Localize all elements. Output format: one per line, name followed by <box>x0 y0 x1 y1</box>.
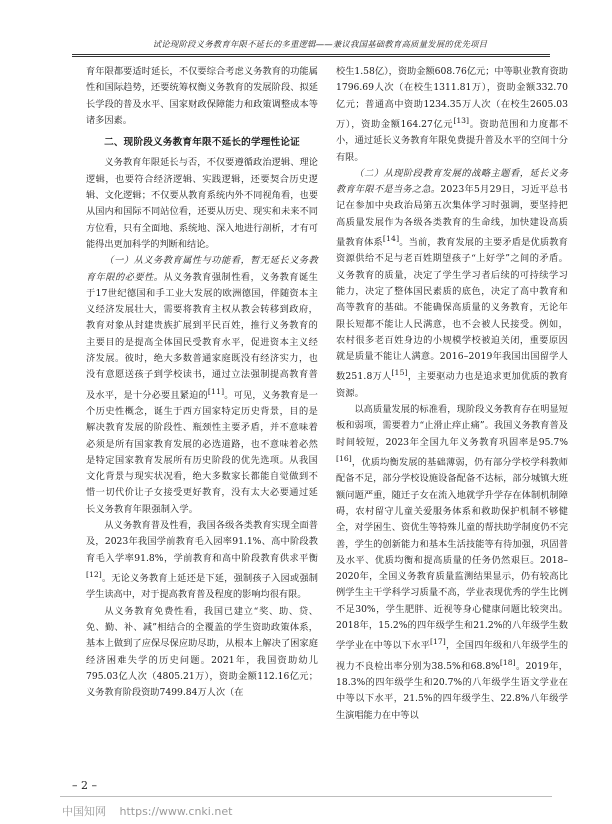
footnote-ref-12[interactable]: [12] <box>86 569 102 579</box>
footer-url[interactable]: https://www.cnki.net <box>119 805 233 818</box>
right-paragraph-1b-text: 。资助范围和力度都不小，通过延长义务教育年限免费提升普及水平的空间十分有限。 <box>336 118 569 163</box>
right-paragraph-1-text: 校生1.58亿），资助金额608.76亿元；中等职业教育资助1796.69人次（在校生1311.81万），资助金额332.70亿元；普通高中资助1234.35万人次（在校生2605.03万），资助金额164.27亿元 <box>336 66 568 130</box>
right-paragraph-2 <box>336 166 568 402</box>
left-column <box>86 64 318 701</box>
right-paragraph-2b-text: 。当前，教育发展的主要矛盾是优质教育资源供给不足与老百姓期望孩子“上好学”之间的矛盾。义务教育的质量，决定了学生学习者后续的可持续学习能力，决定了整体国民素质的底色，决定了高中教育和高等教育的基础。不能确保高质量的义务教育，无论年限长短都不能让人民满意，也不会被人民接受。例如，农村很多老百姓身边的小规模学校被迫关闭，重要原因就是质量不能让人满意。2016–2019年我国出国留学人数251.8万人 <box>336 237 569 383</box>
right-paragraph-3c-text: ，全国四年级和八年级学生的视力不良检出率分别为38.5%和68.8% <box>336 640 569 672</box>
right-paragraph-3d-text: 。2019年，18.3%的四年级学生和20.7%的八年级学生语文学业在中等以下水平，21.5%的四年级学生、22.8%八年级学生演唱能力在中等以 <box>336 660 568 721</box>
right-paragraph-1 <box>336 64 568 166</box>
right-paragraph-2c-text: ，主要驱动力也是追求更加优质的教育资源。 <box>336 371 568 399</box>
right-paragraph-3 <box>336 402 568 724</box>
left-paragraph-4b-text: 。无论义务教育上延还是下延，强制孩子入园或强制学生读高中，对于提高教育普及程度的影响均很有限。 <box>86 573 318 601</box>
footnote-ref-17[interactable]: [17] <box>430 637 446 647</box>
right-column <box>336 64 568 724</box>
footnote-ref-11[interactable]: [11] <box>207 386 225 396</box>
footnote-ref-16[interactable]: [16] <box>336 454 352 464</box>
footnote-ref-13[interactable]: [13] <box>453 115 470 125</box>
left-paragraph-3b-text: 。可见，义务教育是一个历史性概念，诞生于西方国家特定历史背景，目的是解决教育发展的阶段性、瓶颈性主要矛盾，并不意味着必须是所有国家教育发展的必选道路，也不意味着必然是特定国家教育发展所有历史阶段的优先选项。从我国文化背景与现实状况看，绝大多数家长都能自觉做到不惜一切代价让子女接受更好教育，没有太大必要通过延长义务教育年限强制入学。 <box>86 389 319 515</box>
left-paragraph-5: 从义务教育免费性看，我国已建立“奖、助、贷、免、勤、补、减”相结合的全覆盖的学生资助政策体系，基本上做到了应保尽保应助尽助，从根本上解决了困家庭经济困难失学的历史问题。2021年，我国资助幼儿795.03亿人次（4805.21万），资助金额112.16亿元；义务教育阶段资助7499.84万人次（在 <box>86 605 318 699</box>
footnote-ref-18[interactable]: [18] <box>499 657 516 667</box>
right-paragraph-3b-text: ，优质均衡发展的基础薄弱，仍有部分学校学科教师配备不足，部分学校设施设备配备不达标，部分城镇大班额问题严重，随迁子女在流入地就学升学存在体制机制障碍，农村留守儿童关爱服务体系和救助保护机制不够健全，对学困生、资优生等特殊儿童的帮扶助学制度仍不完善，学生的创新能力和基本生活技能等有待加强，巩固普及水平、优质均衡和提高质量的任务仍然艰巨。2018–2020年，全国义务教育质量监测结果显示，仍有较高比例学生主干学科学习质量不高，学业表现优秀的学生比例不足30%，学生肥胖、近视等身心健康问题比较突出。2018年，15.2%的四年级学生和21.2%的八年级学生数学学业在中等以下水平 <box>336 457 568 652</box>
left-paragraph-3 <box>86 253 318 518</box>
footnote-ref-14[interactable]: [14] <box>382 234 400 244</box>
page-number: – 2 – <box>72 779 97 792</box>
section-heading: 二、现阶段义务教育年限不延长的学理性论证 <box>104 137 300 149</box>
subsection-lead-1: （一）从义务教育属性与功能看，暂无延长义务教育年限的必要性。 <box>86 255 318 283</box>
left-paragraph-1: 育年限都要适时延长，不仅要综合考虑义务教育的功能属性和国际趋势，还要统筹权衡义务教育的发展阶段、拟延长学段的普及水平、国家财政保障能力和政策调整成本等诸多因素。 <box>86 66 318 126</box>
left-paragraph-4-text: 从义务教育普及性看，我国各级各类教育实现全面普及，2023年我国学前教育毛入园率91.1%、高中阶段教育毛入学率91.8%，学前教育和高中阶段教育供求平衡 <box>86 520 318 564</box>
footer-rule <box>60 796 552 797</box>
header-rule <box>72 54 550 57</box>
subsection-lead-2: （二）从现阶段教育发展的战略主题看，延长义务教育年限不是当务之急。 <box>336 167 568 196</box>
right-paragraph-2-text: 2023年5月29日，习近平总书记在参加中央政治局第五次集体学习时强调，要坚持把高质量发展作为各级各类教育的生命线，加快建设高质量教育体系 <box>336 184 568 249</box>
footer <box>62 803 242 819</box>
left-paragraph-2: 义务教育年限延长与否，不仅要遵循政治逻辑、理论逻辑，也要符合经济逻辑、实践逻辑，还要契合历史逻辑、文化逻辑；不仅要从教育系统内外不同视角看，也要从国内和国际不同站位看，还要从历史、现实和未来不同方位看，只有全面地、系统地、深入地进行剖析，才有可能得出更加科学的判断和结论。 <box>86 157 318 250</box>
left-paragraph-4 <box>86 518 318 604</box>
footnote-ref-15[interactable]: [15] <box>391 368 408 378</box>
left-paragraph-3-text: 从义务教育强制性看，义务教育诞生于17世纪德国和手工业大发展的欧洲德国，伴随资本主义经济发展壮大，需要将教育主权从教会转移到政府，教育对象从封建贵族扩展到平民百姓，推行义务教育的主要目的是提高全体国民受教育水平，促进资本主义经济发展。彼时，绝大多数普通家庭既没有经济实力，也没有意愿送孩子到学校读书，通过立法强制提高教育普及水平，是十分必要且紧迫的 <box>86 271 318 401</box>
right-paragraph-3-text: 以高质量发展的标准看，现阶段义务教育存在明显短板和弱项，需要着力“止滑止痒止痛”。我国义务教育普及时间较短，2023年全国九年义务教育巩固率是95.7% <box>336 404 568 448</box>
footer-brand[interactable]: 中国知网 <box>62 805 106 818</box>
running-header: 试论现阶段义务教育年限不延长的多重逻辑——兼议我国基础教育高质量发展的优先项目 <box>152 39 488 49</box>
